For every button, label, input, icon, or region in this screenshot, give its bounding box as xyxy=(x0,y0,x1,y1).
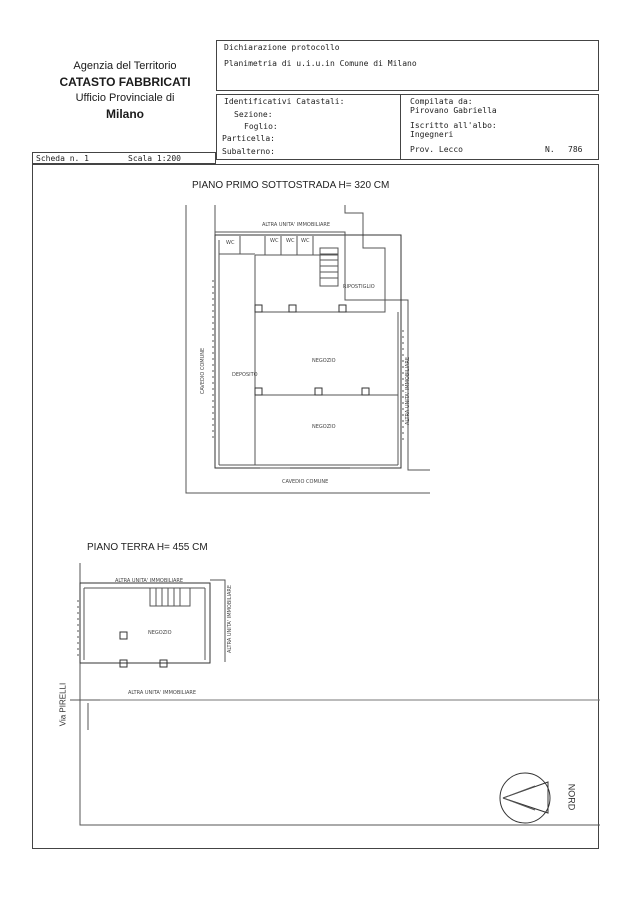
label-altra-unita-ground-top: ALTRA UNITA' IMMOBILIARE xyxy=(115,578,184,584)
basement-right-surround xyxy=(345,205,430,470)
numero-value: 786 xyxy=(568,145,583,154)
compilata-label: Compilata da: xyxy=(410,97,473,106)
foglio-label: Foglio: xyxy=(244,122,278,131)
dichiarazione-text: Dichiarazione protocollo xyxy=(224,43,340,52)
iscritto-value: Ingegneri xyxy=(410,130,454,139)
label-cavedio-bottom: CAVEDIO COMUNE xyxy=(282,479,329,485)
basement-title: PIANO PRIMO SOTTOSTRADA H= 320 CM xyxy=(192,180,390,191)
label-wc-4: WC xyxy=(301,238,310,244)
label-altra-unita-basement-top: ALTRA UNITA' IMMOBILIARE xyxy=(262,222,331,228)
label-wc-2: WC xyxy=(270,238,279,244)
subalterno-label: Subalterno: xyxy=(222,147,275,156)
basement-surround-line xyxy=(186,205,430,493)
north-compass xyxy=(500,773,550,823)
compass-label: NORD xyxy=(566,783,577,811)
label-deposito: DEPOSITO xyxy=(232,372,258,378)
scheda-text: Scheda n. 1 xyxy=(36,154,89,163)
agency-line-4: Milano xyxy=(106,107,144,121)
label-via-pirelli: Via PIRELLI xyxy=(58,682,68,727)
ground-title: PIANO TERRA H= 455 CM xyxy=(87,542,208,553)
scala-text: Scala 1:200 xyxy=(128,154,181,163)
agency-line-2: CATASTO FABBRICATI xyxy=(59,75,191,89)
label-altra-unita-basement-right: ALTRA UNITA' IMMOBILIARE xyxy=(405,356,411,425)
identificativi-label: Identificativi Catastali: xyxy=(224,97,345,106)
label-altra-unita-ground-right: ALTRA UNITA' IMMOBILIARE xyxy=(227,584,233,653)
numero-label: N. xyxy=(545,145,555,154)
label-cavedio-left: CAVEDIO COMUNE xyxy=(200,347,206,395)
label-negozio-1: NEGOZIO xyxy=(312,358,336,364)
compilata-name: Pirovano Gabriella xyxy=(410,106,497,115)
agency-line-3: Ufficio Provinciale di xyxy=(75,92,175,104)
basement-outer-wall xyxy=(215,235,401,468)
agency-line-1: Agenzia del Territorio xyxy=(73,60,177,72)
label-wc-1: WC xyxy=(226,240,235,246)
particella-label: Particella: xyxy=(222,134,275,143)
label-negozio-2: NEGOZIO xyxy=(312,424,336,430)
label-ripostiglio: RIPOSTIGLIO xyxy=(343,284,375,290)
sezione-label: Sezione: xyxy=(234,110,273,119)
prov-label: Prov. Lecco xyxy=(410,145,463,154)
label-negozio-ground: NEGOZIO xyxy=(148,630,172,636)
label-wc-3: WC xyxy=(286,238,295,244)
iscritto-label: Iscritto all'albo: xyxy=(410,121,497,130)
label-altra-unita-ground-bottom: ALTRA UNITA' IMMOBILIARE xyxy=(128,690,197,696)
planimetria-text: Planimetria di u.i.u.in Comune di Milano xyxy=(224,59,417,68)
